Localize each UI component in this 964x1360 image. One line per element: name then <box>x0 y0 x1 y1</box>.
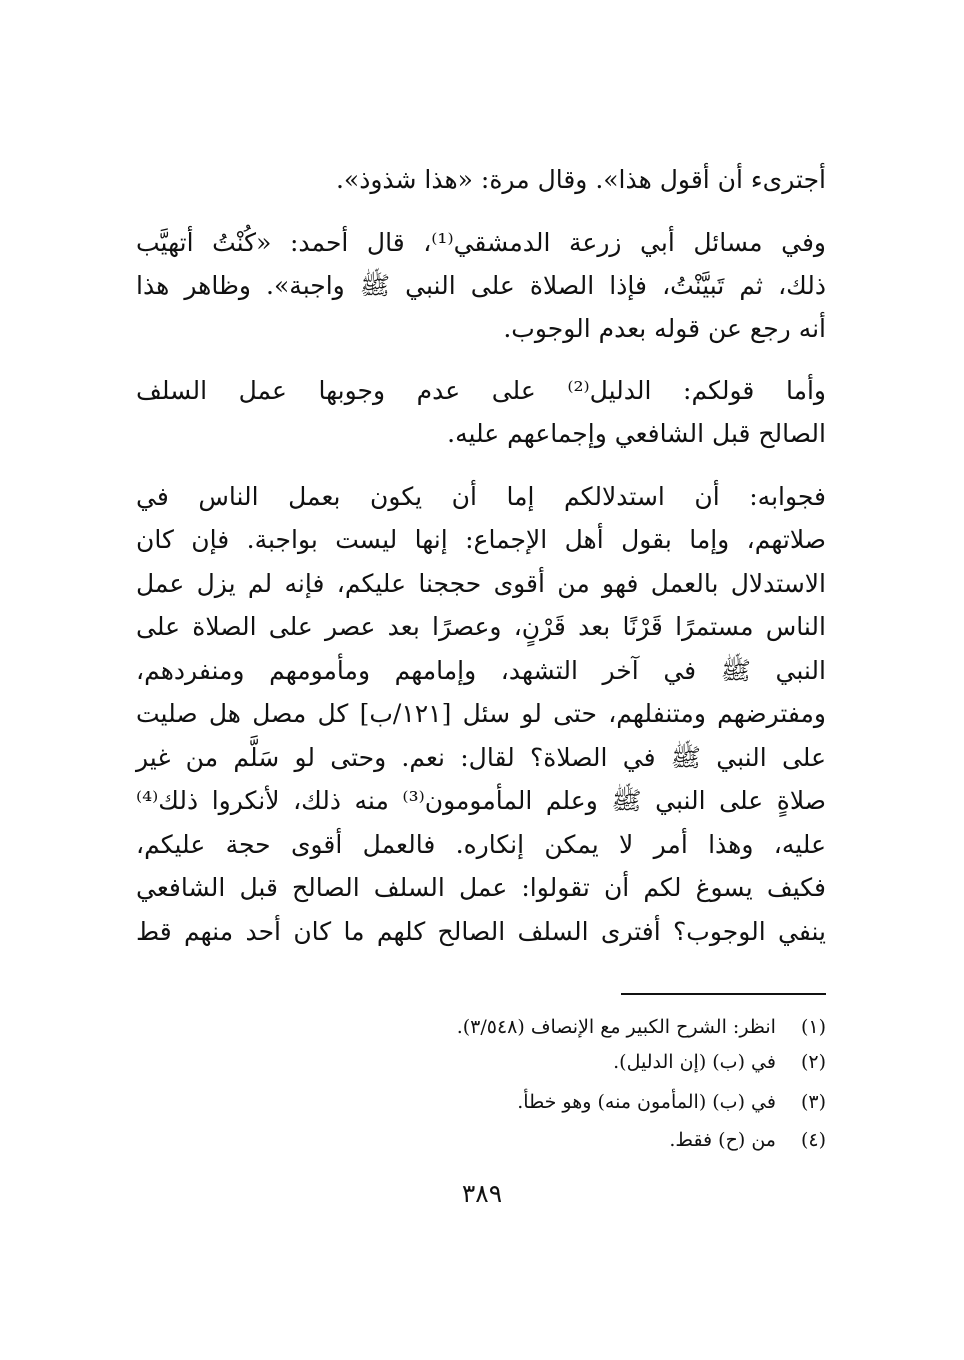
footnote-number: (٤) <box>800 1129 826 1151</box>
body-line-16: فكيف يسوغ لكم أن تقولوا: عمل السلف الصالح قبل الشافعي <box>136 873 826 902</box>
footnote-text: في (ب) (إن الدليل). <box>613 1051 776 1073</box>
body-line-15: عليه، وهذا أمر لا يمكن إنكاره. فالعمل أقوى حجة عليكم، <box>136 830 826 859</box>
body-line-1: أجترىء أن أقول هذا». وقال مرة: «هذا شذوذ». <box>335 165 826 194</box>
footnote-4 <box>136 1125 826 1155</box>
footnote-number: (٢) <box>800 1051 826 1073</box>
footnote-separator <box>621 993 826 995</box>
footnote-number: (١) <box>800 1016 826 1038</box>
footnote-text: في (ب) (المأمون منه) وهو خطأ. <box>517 1091 776 1113</box>
footnote-3 <box>136 1087 826 1117</box>
body-line-9: الاستدلال بالعمل فهو من أقوى حججنا عليكم، فإنه لم يزل عمل <box>136 569 826 598</box>
footnote-2 <box>136 1047 826 1077</box>
page-number: ٣٨٩ <box>461 1179 503 1208</box>
body-line-8: صلاتهم، وإما بقول أهل الإجماع: إنها ليست بواجبة. فإن كان <box>136 525 826 554</box>
body-line-5: وأما قولكم: الدليل⁽²⁾ على عدم وجوبها عمل السلف <box>136 376 826 405</box>
body-line-17: ينفي الوجوب؟ أفترى السلف الصالح كلهم ما كان أحد منهم قط <box>136 917 826 946</box>
footnote-text: انظر: الشرح الكبير مع الإنصاف (٣/٥٤٨). <box>456 1016 776 1038</box>
body-line-3: ذلك، ثم تَبيَّنْتُ، فإذا الصلاة على النبي ﷺ واجبة». وظاهر هذا <box>136 271 826 300</box>
body-line-4: أنه رجع عن قوله بعدم الوجوب. <box>503 314 826 343</box>
footnote-text: من (ح) فقط. <box>669 1129 776 1151</box>
body-line-7: فجوابه: أن استدلالكم إما أن يكون بعمل الناس في <box>136 482 826 511</box>
body-line-13: على النبي ﷺ في الصلاة؟ لقال: نعم. وحتى لو سَلَّم من غير <box>136 743 826 772</box>
body-line-14: صلاةٍ على النبي ﷺ وعلم المأمومون⁽³⁾ منه ذلك، لأنكروا ذلك⁽⁴⁾ <box>136 786 826 815</box>
body-line-10: الناس مستمرًا قَرْنًا بعد قَرْنٍ، وعصرًا بعد عصر على الصلاة على <box>136 612 826 641</box>
body-line-2: وفي مسائل أبي زرعة الدمشقي⁽¹⁾، قال أحمد: «كُنْتُ أتهيَّب <box>136 228 826 257</box>
body-line-11: النبي ﷺ في آخر التشهد، وإمامهم ومأمومهم ومنفردهم، <box>136 656 826 685</box>
footnote-1 <box>136 1012 826 1042</box>
body-line-12: ومفترضهم ومتنفلهم، حتى لو سئل [١٢١/ب] كل مصل هل صليت <box>136 699 826 728</box>
body-line-6: الصالح قبل الشافعي وإجماعهم عليه. <box>447 419 826 448</box>
footnote-number: (٣) <box>800 1091 826 1113</box>
